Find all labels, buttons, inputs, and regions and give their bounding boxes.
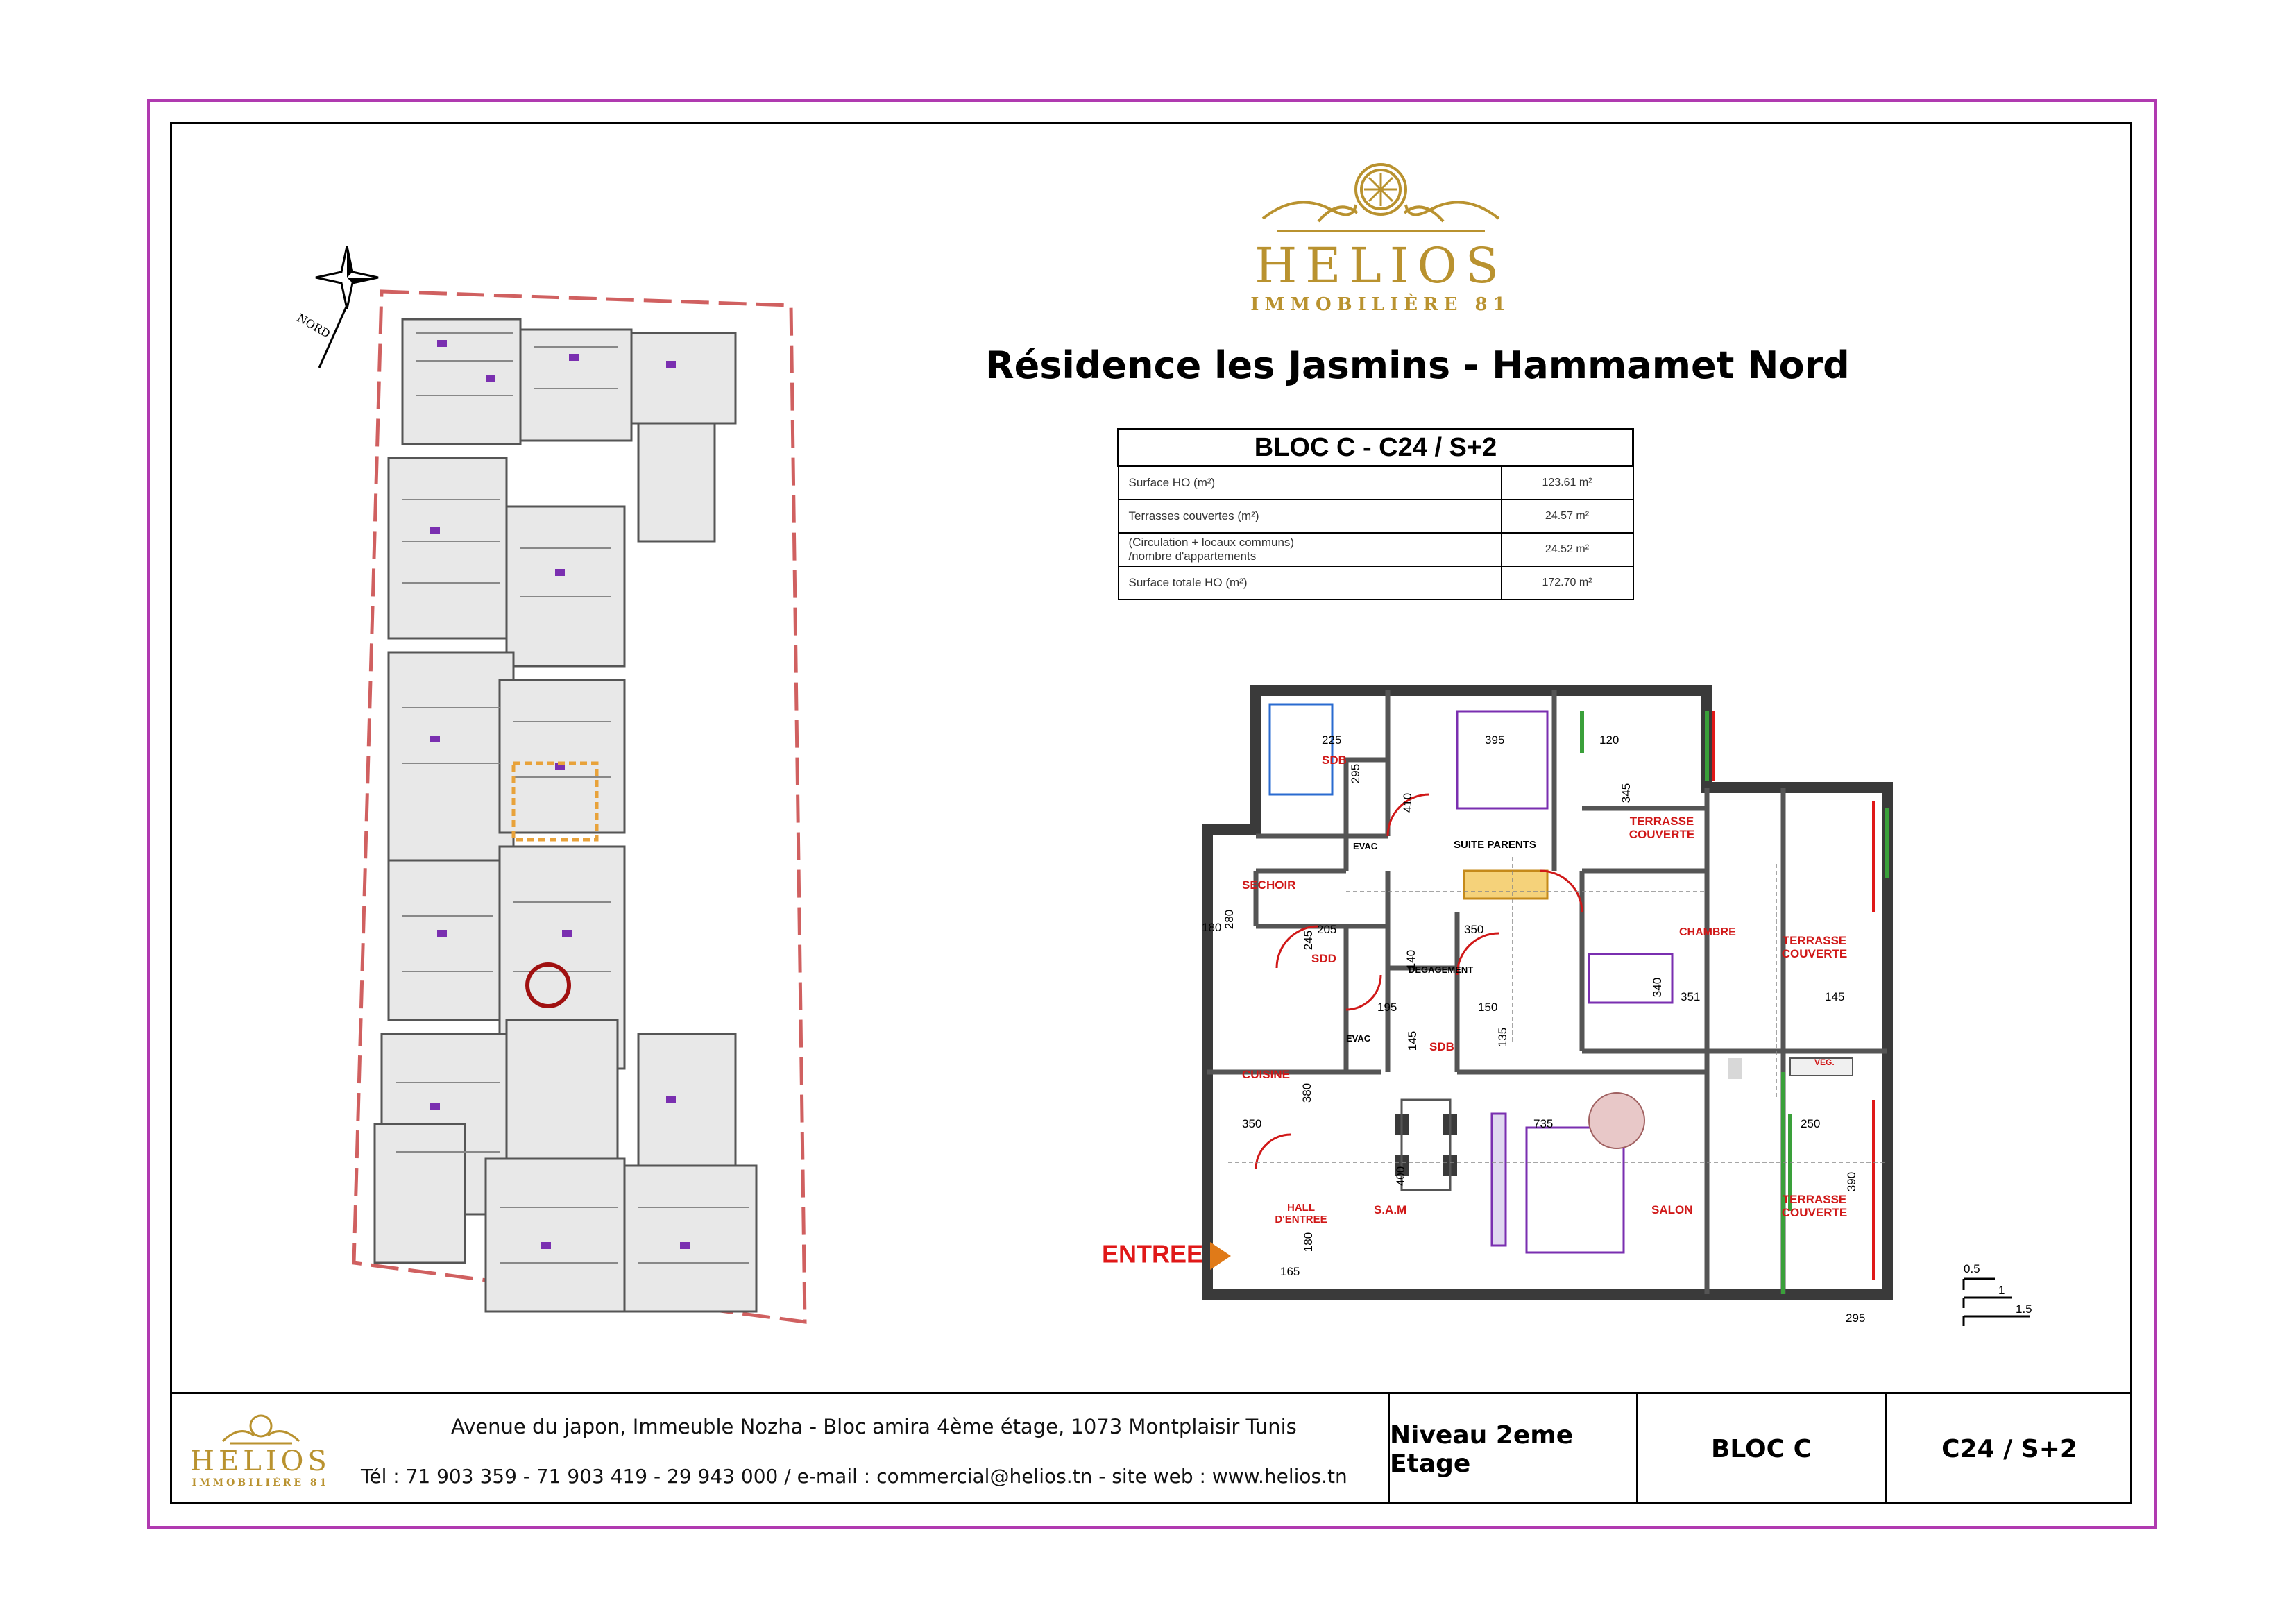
row-label: Terrasses couvertes (m²) — [1119, 500, 1502, 533]
room-label-evac-2: EVAC — [1346, 1033, 1371, 1044]
row-value: 172.70 m² — [1502, 566, 1633, 600]
dim-label: 180 — [1202, 921, 1222, 934]
dim-label: 350 — [1464, 923, 1484, 936]
room-label-sdd: SDD — [1311, 952, 1336, 965]
row-label: Surface totale HO (m²) — [1119, 566, 1502, 600]
room-label-salon: SALON — [1651, 1203, 1693, 1216]
dim-label: 395 — [1485, 733, 1505, 747]
room-label-terrasse-2: TERRASSE COUVERTE — [1781, 934, 1848, 960]
dim-label: 225 — [1322, 733, 1342, 747]
page-title: Résidence les Jasmins - Hammamet Nord — [985, 343, 1850, 387]
row-value: 24.52 m² — [1502, 533, 1633, 566]
footer — [170, 1392, 2132, 1504]
compass-icon — [316, 246, 378, 368]
room-label-chambre: CHAMBRE — [1679, 926, 1736, 938]
block-cell: BLOC C — [1636, 1394, 1885, 1504]
room-label-suite-parents: SUITE PARENTS — [1454, 839, 1536, 851]
north-label: NORD — [294, 311, 333, 341]
room-label-sdb-2: SDB — [1429, 1040, 1454, 1053]
site-plan — [278, 236, 833, 1346]
room-label-sechoir: SECHOIR — [1242, 878, 1296, 892]
sun-emblem-icon — [1235, 149, 1527, 239]
footer-logo-name: HELIOS — [190, 1445, 331, 1477]
dim-label: 165 — [1280, 1265, 1300, 1278]
dim-label: 150 — [1478, 1001, 1498, 1014]
surface-table — [1117, 428, 1634, 600]
row-value: 24.57 m² — [1502, 500, 1633, 533]
dim-label: 145 — [1825, 990, 1845, 1003]
scale-label: 1.5 — [2016, 1302, 2032, 1316]
dim-label: 380 — [1300, 1082, 1314, 1103]
dim-label: 295 — [1349, 763, 1363, 784]
dim-label: 410 — [1401, 792, 1415, 813]
dim-label: 195 — [1377, 1001, 1397, 1014]
floor-plan — [1138, 683, 1901, 1325]
room-label-degagement: DEGAGEMENT — [1409, 965, 1474, 975]
dim-label: 351 — [1681, 990, 1701, 1003]
unit-cell: C24 / S+2 — [1885, 1394, 2132, 1504]
room-label-sdb: SDB — [1322, 754, 1347, 767]
dim-label: 350 — [1242, 1117, 1262, 1130]
dim-label: 205 — [1317, 923, 1337, 936]
room-label-veg: VEG. — [1814, 1057, 1835, 1067]
room-label-sam: S.A.M — [1374, 1203, 1407, 1216]
dim-label: 245 — [1302, 930, 1316, 951]
address-line: Avenue du japon, Immeuble Nozha - Bloc amira 4ème étage, 1073 Montplaisir Tunis — [451, 1415, 1297, 1438]
dim-label: 345 — [1619, 783, 1633, 804]
row-label: (Circulation + locaux communs) /nombre d'appartements — [1119, 533, 1502, 566]
site-plan-drawing — [278, 236, 833, 1346]
dim-label: 400 — [1394, 1166, 1408, 1187]
table-header: BLOC C - C24 / S+2 — [1119, 430, 1633, 466]
scale-label: 1 — [1998, 1284, 2005, 1297]
dim-label: 735 — [1533, 1117, 1554, 1130]
dim-label: 120 — [1599, 733, 1619, 747]
logo-subtitle: IMMOBILIÈRE 81 — [1250, 294, 1511, 315]
dim-label: 340 — [1651, 977, 1665, 998]
dim-label: 145 — [1406, 1030, 1420, 1051]
dim-label: 295 — [1846, 1311, 1866, 1325]
table-row — [1119, 533, 1633, 566]
table-row — [1119, 566, 1633, 600]
room-label-cuisine: CUISINE — [1242, 1068, 1290, 1081]
scale-bar — [1957, 1262, 2040, 1329]
dim-label: 280 — [1223, 909, 1236, 930]
dim-label: 250 — [1801, 1117, 1821, 1130]
table-row — [1119, 466, 1633, 500]
room-label-terrasse-1: TERRASSE COUVERTE — [1629, 815, 1695, 841]
level-cell: Niveau 2eme Etage — [1388, 1394, 1636, 1504]
dim-label: 140 — [1404, 949, 1418, 970]
arrow-right-icon — [1210, 1235, 1234, 1277]
row-value: 123.61 m² — [1502, 466, 1633, 500]
footer-logo-subtitle: IMMOBILIÈRE 81 — [192, 1477, 330, 1488]
room-label-evac: EVAC — [1353, 841, 1378, 851]
helios-logo — [1235, 149, 1527, 316]
room-label-hall: HALL D'ENTREE — [1275, 1202, 1327, 1225]
sun-emblem-icon — [219, 1411, 303, 1445]
room-label-terrasse-3: TERRASSE COUVERTE — [1781, 1193, 1848, 1219]
table-row — [1119, 500, 1633, 533]
footer-logo — [176, 1394, 346, 1504]
dim-label: 390 — [1845, 1171, 1859, 1192]
contact-line: Tél : 71 903 359 - 71 903 419 - 29 943 000 / e-mail : commercial@helios.tn - site web : www.helios.tn — [361, 1465, 1347, 1488]
scale-label: 0.5 — [1964, 1262, 1980, 1275]
entrance-label: ENTREE — [1102, 1235, 1234, 1277]
dim-label: 135 — [1496, 1027, 1510, 1048]
dim-label: 180 — [1302, 1232, 1316, 1252]
row-label: Surface HO (m²) — [1119, 466, 1502, 500]
logo-name: HELIOS — [1255, 237, 1507, 294]
